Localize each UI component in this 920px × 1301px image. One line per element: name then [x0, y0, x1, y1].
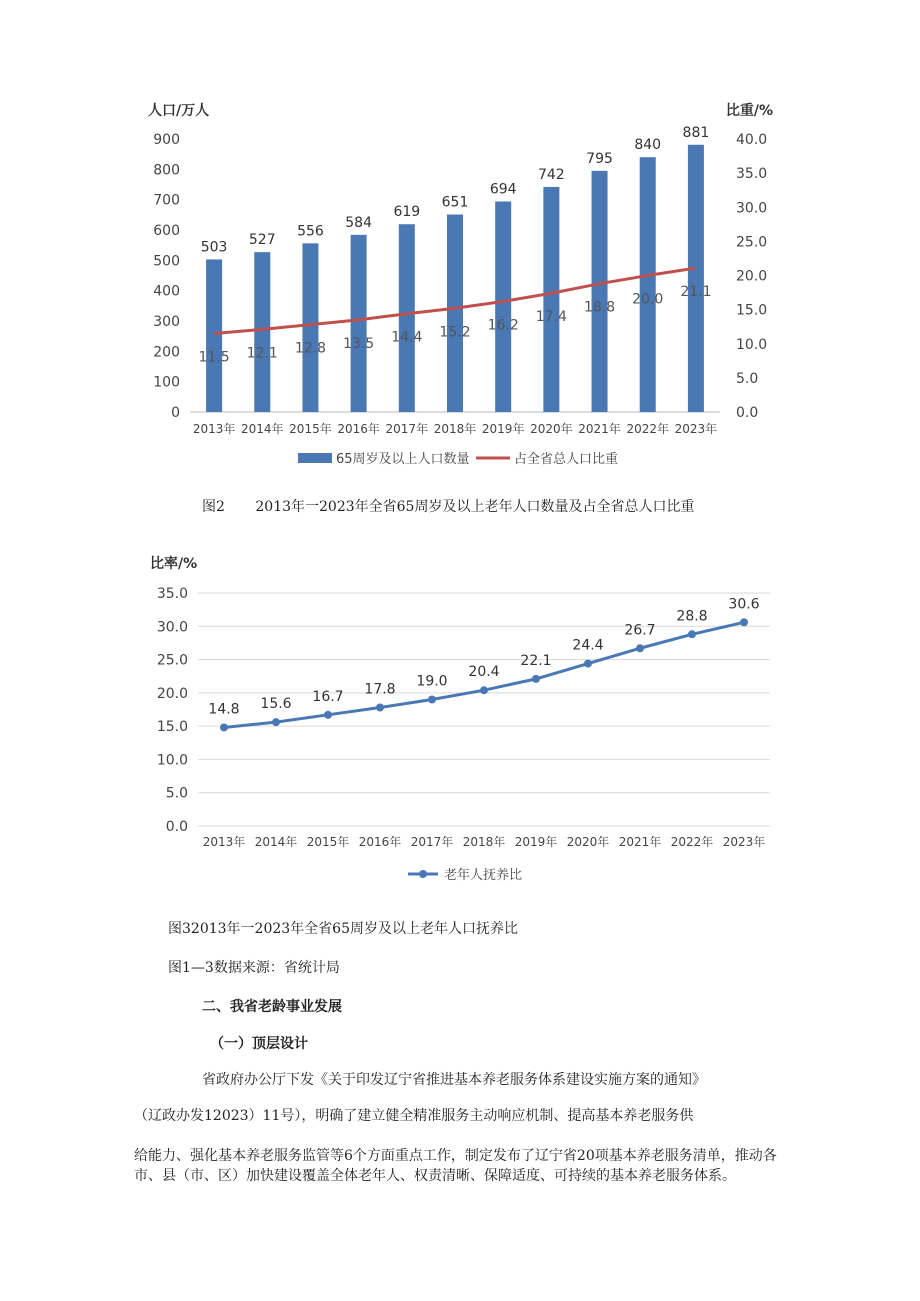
data-source-note: 图1—3数据来源：省统计局: [168, 960, 340, 976]
y-tick-label: 30.0: [156, 619, 188, 636]
line-value-label: 14.4: [391, 329, 423, 346]
x-tick-label: 2015年: [306, 835, 350, 849]
line-value-label: 15.2: [439, 324, 471, 341]
line-value-label: 12.8: [294, 340, 327, 357]
population-chart: [140, 95, 790, 480]
point-value-label: 15.6: [260, 696, 292, 713]
data-point: [532, 675, 540, 683]
legend-marker: [419, 870, 427, 878]
x-tick-label: 2019年: [481, 422, 525, 436]
y-tick-label: 800: [153, 162, 180, 179]
dependency-ratio-chart: [140, 548, 790, 888]
x-tick-label: 2023年: [722, 835, 766, 849]
body-paragraph: 给能力、强化基本养老服务监管等6个方面重点工作，制定发布了辽宁省20项基本养老服务清单，推动各市、县（市、区）加快建设覆盖全体老年人、权责清晰、保障适度、可持续的基本养老服务体系。: [134, 1148, 777, 1184]
point-value-label: 19.0: [416, 673, 448, 690]
x-tick-label: 2016年: [337, 422, 380, 436]
data-point: [428, 696, 436, 704]
bar-value-label: 619: [393, 204, 421, 221]
point-value-label: 14.8: [208, 701, 240, 718]
section-heading: 二、我省老龄事业发展: [202, 999, 342, 1015]
figure-2-caption: [202, 496, 694, 516]
legend-bar-label: 65周岁及以上人口数量: [336, 452, 470, 467]
x-tick-label: 2021年: [578, 422, 621, 436]
line-value-label: 11.5: [198, 349, 230, 366]
y2-axis-title: 比重/%: [725, 103, 773, 119]
y2-tick-label: 20.0: [736, 268, 768, 285]
bar-value-label: 795: [586, 150, 613, 167]
y-tick-label: 0: [171, 405, 180, 421]
x-tick-label: 2013年: [192, 422, 236, 436]
y-tick-label: 200: [153, 344, 180, 361]
y-tick-label: 600: [153, 223, 180, 239]
legend-bar-swatch: [298, 453, 332, 463]
y2-tick-label: 10.0: [736, 336, 768, 353]
y-tick-label: 10.0: [156, 752, 188, 769]
x-tick-label: 2020年: [566, 835, 610, 849]
point-value-label: 20.4: [468, 664, 500, 681]
bar-value-label: 651: [441, 194, 469, 211]
point-value-label: 28.8: [676, 608, 708, 625]
x-tick-label: 2017年: [410, 835, 454, 849]
y2-tick-label: 35.0: [736, 166, 768, 183]
x-tick-label: 2014年: [254, 835, 298, 849]
point-value-label: 24.4: [572, 637, 604, 654]
legend-label: 老年人抚养比: [444, 868, 523, 883]
point-value-label: 16.7: [312, 688, 344, 705]
bar-value-label: 556: [297, 223, 324, 240]
x-tick-label: 2017年: [385, 422, 429, 436]
data-point: [636, 644, 644, 652]
data-point: [740, 618, 748, 626]
body-line-2: （辽政办发12023）11号），明确了建立健全精准服务主动响应机制、提高基本养老服务供: [134, 1108, 694, 1124]
x-tick-label: 2021年: [618, 835, 662, 849]
line-value-label: 12.1: [246, 345, 278, 362]
bar: [495, 201, 511, 412]
bar-value-label: 694: [489, 181, 517, 198]
bar: [688, 145, 704, 412]
data-point: [480, 686, 488, 694]
bar: [399, 224, 415, 412]
data-point: [688, 630, 696, 638]
line-value-label: 21.1: [680, 283, 712, 300]
bar-value-label: 584: [345, 214, 373, 231]
x-tick-label: 2018年: [462, 835, 506, 849]
y2-tick-label: 25.0: [736, 234, 768, 251]
point-value-label: 26.7: [624, 622, 656, 639]
data-point: [584, 660, 592, 668]
point-value-label: 22.1: [520, 652, 552, 669]
y2-tick-label: 0.0: [736, 405, 759, 421]
line-value-label: 18.8: [583, 299, 616, 316]
y-tick-label: 500: [153, 253, 180, 270]
line-value-label: 20.0: [632, 291, 664, 308]
point-value-label: 17.8: [364, 681, 396, 698]
bar-value-label: 503: [200, 239, 228, 256]
bar-value-label: 527: [248, 232, 276, 249]
dependency-ratio-chart-svg: [140, 548, 790, 888]
x-tick-label: 2023年: [674, 422, 718, 436]
x-tick-label: 2022年: [626, 422, 670, 436]
y-tick-label: 5.0: [165, 785, 188, 802]
figure-2-number: 图2: [202, 499, 225, 515]
x-tick-label: 2016年: [358, 835, 402, 849]
x-tick-label: 2022年: [670, 835, 714, 849]
bar: [351, 235, 367, 412]
bar: [640, 157, 656, 412]
y-tick-label: 25.0: [156, 652, 188, 669]
y-tick-label: 400: [153, 283, 180, 300]
y2-tick-label: 15.0: [736, 302, 768, 319]
bar: [543, 187, 559, 412]
x-tick-label: 2019年: [514, 835, 558, 849]
y-tick-label: 15.0: [156, 719, 188, 736]
y2-tick-label: 30.0: [736, 200, 768, 217]
point-value-label: 30.6: [728, 596, 760, 613]
y2-tick-label: 40.0: [736, 132, 768, 148]
y-tick-label: 900: [153, 132, 180, 148]
x-tick-label: 2014年: [240, 422, 284, 436]
bar: [254, 252, 270, 412]
legend-line-label: 占全省总人口比重: [514, 452, 619, 467]
figure-3-caption: 图32013年一2023年全省65周岁及以上老年人口抚养比: [168, 921, 518, 937]
bar: [302, 243, 318, 412]
x-tick-label: 2020年: [530, 422, 573, 436]
data-point: [324, 711, 332, 719]
y-tick-label: 0.0: [165, 819, 188, 835]
figure-2-title: 2013年一2023年全省65周岁及以上老年人口数量及占全省总人口比重: [255, 499, 695, 515]
y-axis-title: 比率/%: [150, 556, 198, 572]
x-tick-label: 2018年: [433, 422, 477, 436]
line-value-label: 16.2: [487, 317, 519, 334]
y-tick-label: 100: [153, 374, 180, 391]
y-tick-label: 700: [153, 192, 180, 209]
y2-tick-label: 5.0: [736, 370, 759, 387]
bar: [592, 171, 608, 412]
y-tick-label: 20.0: [156, 685, 188, 702]
bar-value-label: 742: [537, 166, 565, 183]
bar-value-label: 840: [634, 137, 662, 154]
x-tick-label: 2013年: [202, 835, 246, 849]
subsection-heading: （一）顶层设计: [210, 1036, 308, 1052]
bar: [206, 259, 222, 412]
y-tick-label: 300: [153, 314, 180, 330]
bar-value-label: 881: [682, 124, 710, 141]
data-point: [272, 718, 280, 726]
y-axis-title: 人口/万人: [148, 103, 210, 119]
line-value-label: 13.5: [343, 335, 375, 352]
population-chart-svg: [140, 95, 790, 480]
bar: [447, 215, 463, 412]
line-value-label: 17.4: [535, 309, 567, 326]
y-tick-label: 35.0: [156, 586, 188, 602]
data-point: [220, 723, 228, 731]
body-line-1: 省政府办公厅下发《关于印发辽宁省推进基本养老服务体系建设实施方案的通知》: [202, 1072, 706, 1088]
x-tick-label: 2015年: [289, 422, 332, 436]
data-point: [376, 704, 384, 712]
